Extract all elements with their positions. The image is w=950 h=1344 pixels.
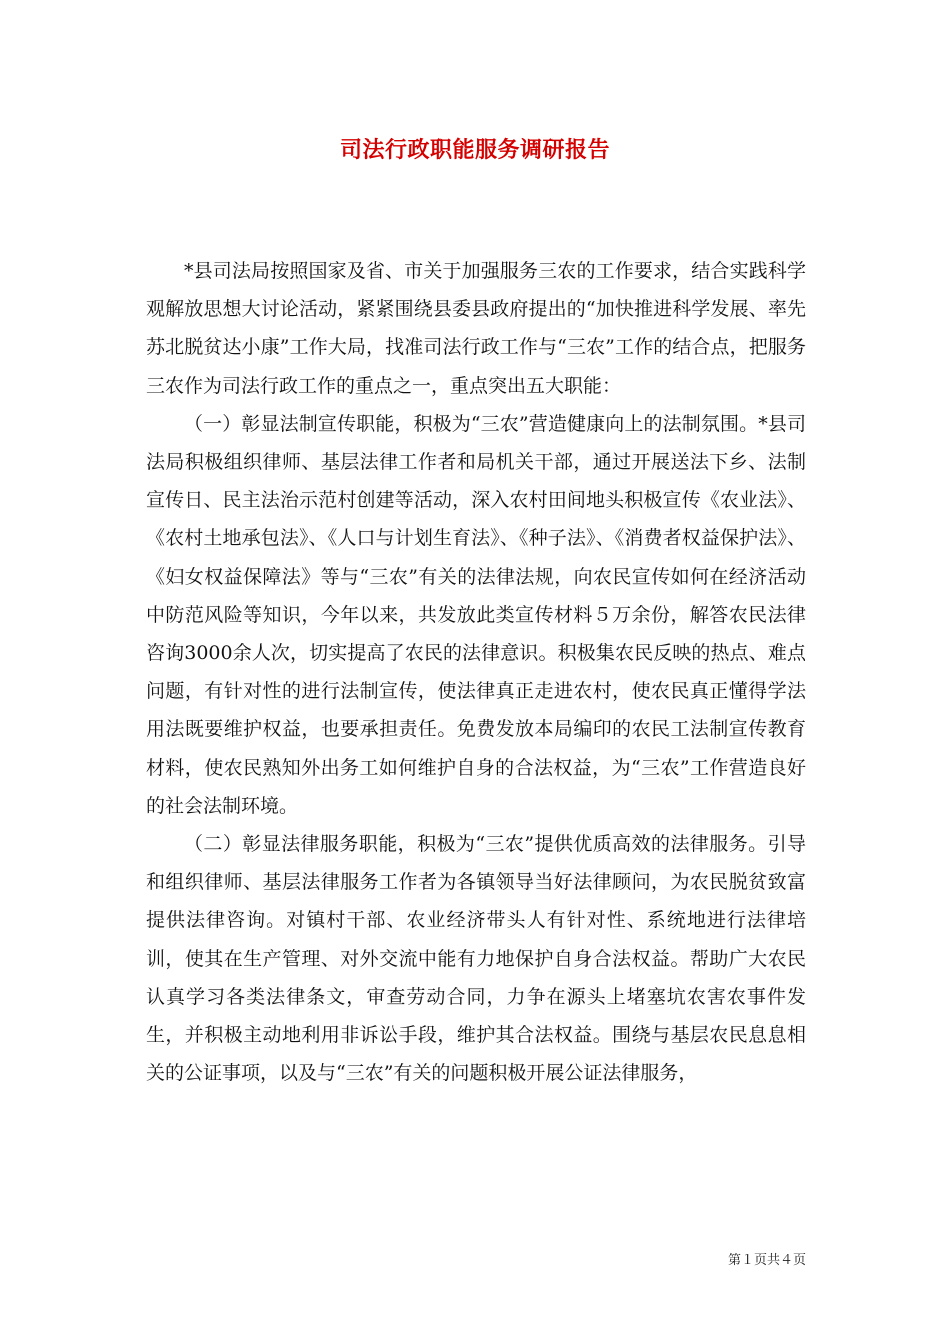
paragraph-legal-publicity: （一）彰显法制宣传职能，积极为“三农”营造健康向上的法制氛围。*县司法局积极组织律师、基层法律工作者和局机关干部，通过开展送法下乡、法制宣传日、民主法治示范村创建等活动，深入农村田间地头积极宣传《农业法》、《农村土地承包法》、《人口与计划生育法》、《种子法》、《消费者权益保护法》、《妇女权益保障法》等与“三农”有关的法律法规，向农民宣传如何在经济活动中防范风险等知识，今年以来，共发放此类宣传材料５万余份，解答农民法律咨询3000余人次，切实提高了农民的法律意识。积极集农民反映的热点、难点问题，有针对性的进行法制宣传，使法律真正走进农村，使农民真正懂得学法用法既要维护权益，也要承担责任。免费发放本局编印的农民工法制宣传教育材料，使农民熟知外出务工如何维护自身的合法权益，为“三农”工作营造良好的社会法制环境。	[146, 412, 806, 817]
document-title: 司法行政职能服务调研报告	[339, 137, 610, 163]
page-number: 第１页共４页	[727, 1253, 806, 1268]
document-body	[146, 252, 806, 1092]
paragraph-intro: *县司法局按照国家及省、市关于加强服务三农的工作要求，结合实践科学观解放思想大讨论活动，紧紧围绕县委县政府提出的“加快推进科学发展、率先苏北脱贫达小康”工作大局，找准司法行政工作与“三农”工作的结合点，把服务三农作为司法行政工作的重点之一，重点突出五大职能：	[146, 260, 806, 397]
paragraph-legal-services: （二）彰显法律服务职能，积极为“三农”提供优质高效的法律服务。引导和组织律师、基层法律服务工作者为各镇领导当好法律顾问，为农民脱贫致富提供法律咨询。对镇村干部、农业经济带头人有针对性、系统地进行法律培训，使其在生产管理、对外交流中能有力地保护自身合法权益。帮助广大农民认真学习各类法律条文，审查劳动合同，力争在源头上堵塞坑农害农事件发生，并积极主动地利用非诉讼手段，维护其合法权益。围绕与基层农民息息相关的公证事项，以及与“三农”有关的问题积极开展公证法律服务，	[146, 833, 806, 1085]
